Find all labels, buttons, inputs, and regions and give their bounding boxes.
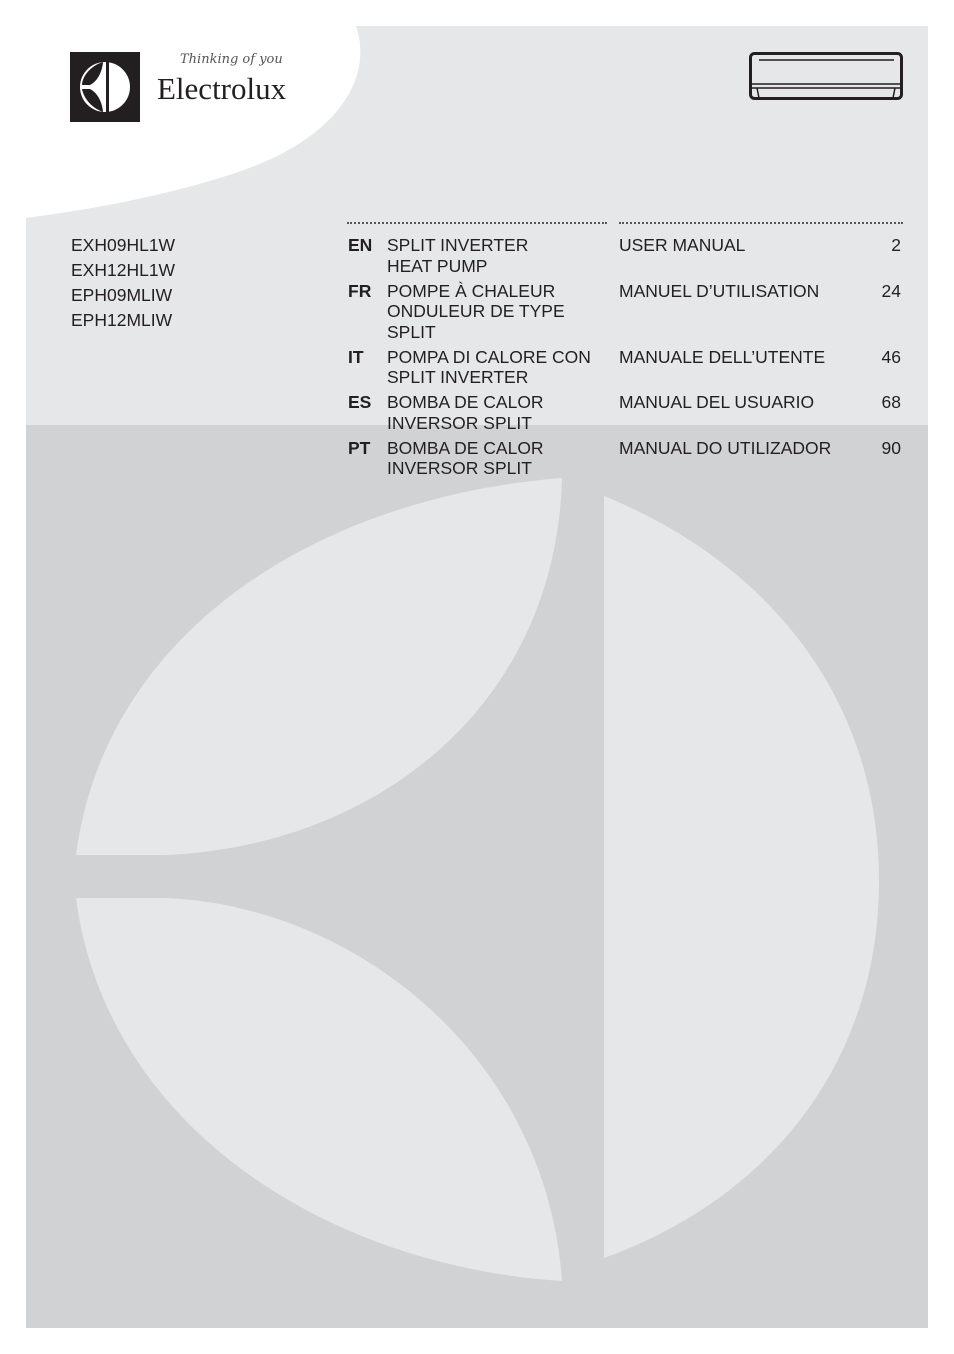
model-number: EXH12HL1W — [71, 260, 176, 280]
logo-shape-top — [76, 478, 562, 855]
product-name: HEAT PUMP — [387, 256, 488, 276]
product-name: POMPE À CHALEUR — [387, 281, 556, 301]
language-code: PT — [348, 438, 371, 458]
divider-dotted — [619, 222, 903, 226]
manual-title: MANUAL DEL USUARIO — [619, 392, 815, 412]
model-number: EPH09MLIW — [71, 285, 173, 305]
logo-shape-bottom — [76, 898, 562, 1281]
language-code: EN — [348, 235, 373, 255]
language-code: IT — [348, 347, 364, 367]
brand-tagline: Thinking of you — [180, 52, 283, 67]
electrolux-logo-icon — [70, 52, 140, 122]
product-name: SPLIT INVERTER — [387, 235, 529, 255]
product-name: BOMBA DE CALOR — [387, 438, 544, 458]
product-name: ONDULEUR DE TYPE — [387, 301, 565, 321]
air-conditioner-icon — [749, 52, 903, 100]
model-number: EPH12MLIW — [71, 310, 173, 330]
page-number: 68 — [881, 392, 901, 412]
product-name: INVERSOR SPLIT — [387, 458, 532, 478]
model-number: EXH09HL1W — [71, 235, 176, 255]
language-code: ES — [348, 392, 372, 412]
page-number: 46 — [881, 347, 901, 367]
manual-title: MANUAL DO UTILIZADOR — [619, 438, 832, 458]
manual-title: MANUEL D’UTILISATION — [619, 281, 820, 301]
divider-dotted — [347, 222, 607, 226]
language-code: FR — [348, 281, 372, 301]
logo-shape-right — [604, 496, 879, 1258]
electrolux-logo — [70, 52, 140, 122]
page-number: 24 — [881, 281, 901, 301]
product-name: SPLIT — [387, 322, 436, 342]
page-number: 90 — [881, 438, 901, 458]
brand-name: Electrolux — [157, 71, 287, 106]
product-name: SPLIT INVERTER — [387, 367, 529, 387]
product-name: BOMBA DE CALOR — [387, 392, 544, 412]
product-name: POMPA DI CALORE CON — [387, 347, 591, 367]
page-number: 2 — [891, 235, 901, 255]
product-name: INVERSOR SPLIT — [387, 413, 532, 433]
manual-title: MANUALE DELL’UTENTE — [619, 347, 826, 367]
manual-title: USER MANUAL — [619, 235, 746, 255]
